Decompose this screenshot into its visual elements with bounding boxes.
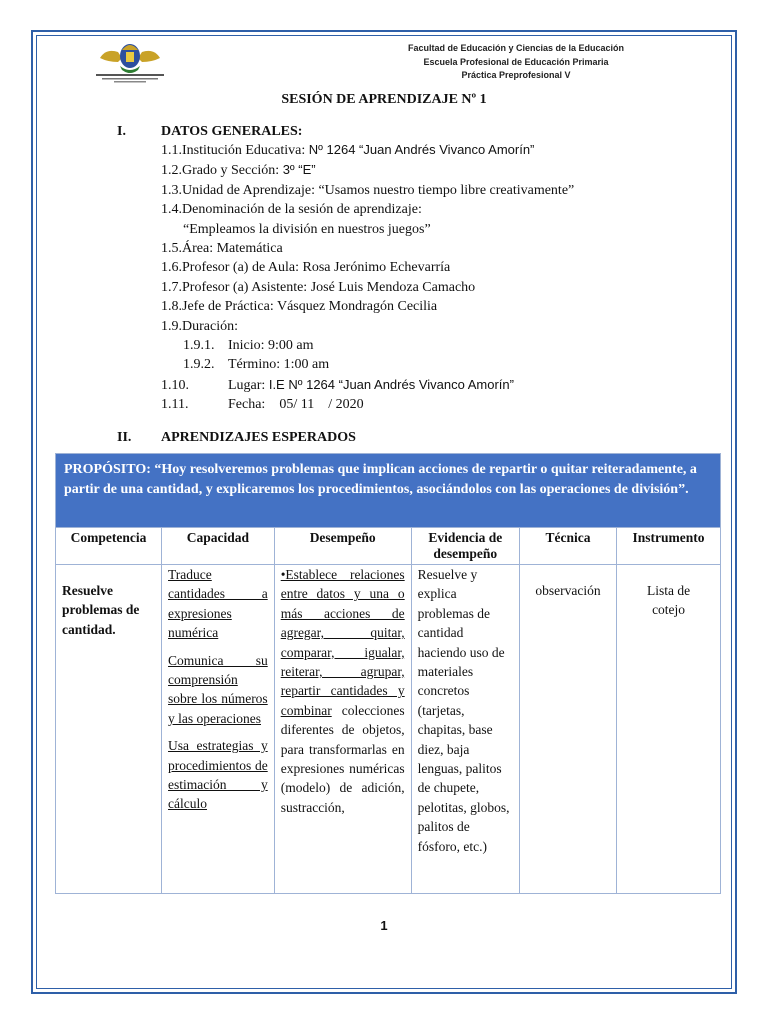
header-evidencia: Evidencia de desempeño xyxy=(411,528,519,565)
header-instrumento: Instrumento xyxy=(617,528,721,565)
faculty-header xyxy=(356,42,676,83)
section-number: I. xyxy=(117,124,126,139)
tecnica-text: observación xyxy=(535,583,601,598)
area-line: 1.5.Área: Matemática xyxy=(161,241,283,257)
instrumento-text: Lista de cotejo xyxy=(647,583,691,618)
desempeno-rest: colecciones diferentes de objetos, para transformarlas en expresiones numéricas (modelo) de adición, sustracción, xyxy=(280,702,405,815)
section-heading: APRENDIZAJES ESPERADOS xyxy=(161,430,356,445)
header-competencia: Competencia xyxy=(56,528,162,565)
unidad-line: 1.3.Unidad de Aprendizaje: “Usamos nuestro tiempo libre creativamente” xyxy=(161,182,575,198)
competencia-text: Resuelve problemas de cantidad. xyxy=(62,583,140,637)
inicio-line: 1.9.1. Inicio: 9:00 am xyxy=(183,338,314,354)
termino-line: 1.9.2. Término: 1:00 am xyxy=(183,357,330,373)
capacidad-cell xyxy=(162,565,275,894)
duracion-line: 1.9.Duración: xyxy=(161,318,238,334)
learning-table xyxy=(55,453,721,894)
header-school: Escuela Profesional de Educación Primaria xyxy=(423,56,609,67)
header-faculty: Facultad de Educación y Ciencias de la Educación xyxy=(407,43,625,53)
section-number: II. xyxy=(117,430,132,445)
denominacion-value: “Empleamos la división en nuestros juegos” xyxy=(183,221,431,237)
evidencia-cell xyxy=(411,565,519,894)
section-heading: DATOS GENERALES: xyxy=(161,124,303,139)
header-capacidad: Capacidad xyxy=(162,528,275,565)
competencia-cell xyxy=(56,565,162,894)
fecha-line: 1.11. Fecha: 05/ 11 / 2020 xyxy=(161,397,364,413)
capacidad-item: Comunica su comprensión sobre los números y las operaciones xyxy=(168,652,268,726)
instrumento-cell xyxy=(617,565,721,894)
institucion-line: 1.1.Institución Educativa: Nº 1264 “Juan Andrés Vivanco Amorín” xyxy=(161,142,535,158)
capacidad-item: Traduce cantidades a expresiones numérica xyxy=(168,567,268,641)
header-desempeno: Desempeño xyxy=(274,528,411,565)
datos-generales-list xyxy=(161,140,574,415)
lugar-line: 1.10. Lugar: I.E Nº 1264 “Juan Andrés Vivanco Amorín” xyxy=(161,376,514,393)
profesor-aula-line: 1.6.Profesor (a) de Aula: Rosa Jerónimo Echevarría xyxy=(161,260,451,276)
header-tecnica: Técnica xyxy=(519,528,616,565)
page-title: SESIÓN DE APRENDIZAJE Nº 1 xyxy=(281,92,487,107)
desempeno-underlined: •Establece relaciones entre datos y una o más acciones de agregar, quitar, comparar, igualar, reiterar, agrupar, repartir cantidades y combinar xyxy=(280,567,405,718)
capacidad-item: Usa estrategias y procedimientos de estimación y cálculo xyxy=(168,738,268,812)
page-number: 1 xyxy=(380,918,388,933)
jefe-practica-line: 1.8.Jefe de Práctica: Vásquez Mondragón Cecilia xyxy=(161,299,438,315)
university-logo xyxy=(92,38,168,88)
header-practice: Práctica Preprofesional V xyxy=(461,70,571,80)
table-row xyxy=(56,565,721,894)
evidencia-text: Resuelve y explica problemas de cantidad haciendo uso de materiales concretos (tarjetas, chapitas, base diez, baja lenguas, palitos de chupete, pelotitas, globos, palitos de fósforo, etc.) xyxy=(417,567,510,854)
denominacion-line: 1.4.Denominación de la sesión de aprendizaje: xyxy=(161,202,422,218)
tecnica-cell xyxy=(519,565,616,894)
table-header-row xyxy=(56,528,721,565)
desempeno-cell xyxy=(274,565,411,894)
proposito-cell: PROPÓSITO: “Hoy resolveremos problemas que implican acciones de repartir o quitar reiteradamente, a partir de una cantidad, y explicaremos los procedimientos, asociándolos con las operaciones de división”. xyxy=(56,454,721,528)
grado-line: 1.2.Grado y Sección: 3º “E” xyxy=(161,162,316,179)
profesor-asistente-line: 1.7.Profesor (a) Asistente: José Luis Mendoza Camacho xyxy=(161,279,476,295)
